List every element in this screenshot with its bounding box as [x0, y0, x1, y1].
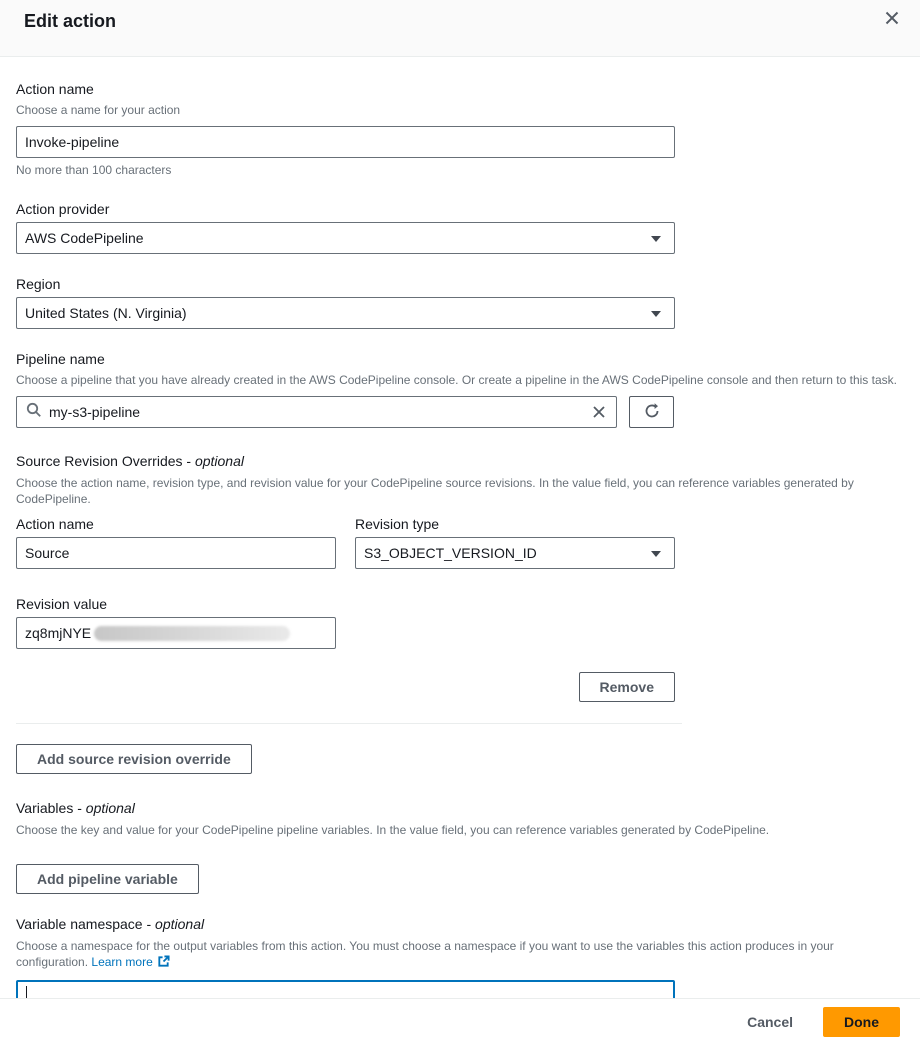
- action-name-label: Action name: [16, 81, 94, 97]
- pipeline-name-label: Pipeline name: [16, 351, 105, 367]
- pipeline-name-description: Choose a pipeline that you have already created in the AWS CodePipeline console. Or create a pipeline in the AWS CodePipeline console and then return to this task.: [16, 373, 897, 387]
- close-button[interactable]: [882, 8, 902, 28]
- dialog-content: [0, 57, 920, 998]
- variables-section: [16, 799, 904, 894]
- action-name-description: Choose a name for your action: [16, 103, 181, 117]
- action-name-field: [16, 80, 904, 178]
- section-divider: [16, 723, 682, 724]
- text-cursor: [26, 986, 27, 998]
- pipeline-search-box: [16, 396, 617, 428]
- add-pipeline-variable-button[interactable]: Add pipeline variable: [16, 864, 199, 894]
- chevron-down-icon: [650, 230, 662, 246]
- revision-type-select[interactable]: [355, 537, 675, 569]
- pipeline-search-input[interactable]: [49, 404, 585, 420]
- variables-heading: Variables - optional: [16, 800, 135, 816]
- variable-namespace-section: [16, 915, 904, 998]
- variables-description: Choose the key and value for your CodePipeline pipeline variables. In the value field, you can reference variables generated by CodePipeline.: [16, 823, 770, 837]
- override-action-name-label: Action name: [16, 516, 94, 532]
- clear-search-button[interactable]: [592, 405, 606, 419]
- external-link-icon: [157, 957, 170, 971]
- clear-icon: [592, 407, 606, 422]
- source-revision-overrides-section: [16, 452, 904, 774]
- action-provider-select[interactable]: [16, 222, 675, 254]
- action-provider-field: [16, 200, 904, 254]
- action-provider-label: Action provider: [16, 201, 110, 217]
- chevron-down-icon: [650, 545, 662, 561]
- region-select[interactable]: [16, 297, 675, 329]
- dialog-header: [0, 0, 920, 57]
- source-revision-overrides-description: Choose the action name, revision type, and revision value for your CodePipeline source revisions. In the value field, you can reference variables generated by CodePipeline.: [16, 476, 854, 506]
- revision-value-label: Revision value: [16, 596, 108, 612]
- remove-override-button[interactable]: Remove: [579, 672, 675, 702]
- override-action-name-input[interactable]: [16, 537, 336, 569]
- dialog-footer: [0, 998, 920, 1044]
- region-field: [16, 275, 904, 329]
- source-revision-overrides-heading: Source Revision Overrides - optional: [16, 453, 244, 469]
- revision-value-input[interactable]: [16, 617, 336, 649]
- region-label: Region: [16, 276, 61, 292]
- refresh-icon: [643, 402, 661, 423]
- revision-value-text: zq8mjNYE: [25, 625, 92, 641]
- revision-value-field: [16, 595, 904, 649]
- close-icon: [884, 14, 900, 29]
- page-title: Edit action: [24, 11, 117, 31]
- refresh-button[interactable]: [629, 396, 674, 428]
- redacted-value: [94, 626, 290, 641]
- revision-type-label: Revision type: [355, 516, 440, 532]
- variable-namespace-heading: Variable namespace - optional: [16, 916, 205, 932]
- action-name-constraint: No more than 100 characters: [16, 163, 172, 177]
- cancel-button[interactable]: Cancel: [747, 1009, 793, 1035]
- revision-type-value: S3_OBJECT_VERSION_ID: [364, 545, 537, 561]
- variable-namespace-input[interactable]: [16, 980, 675, 998]
- learn-more-link[interactable]: Learn more: [91, 955, 153, 969]
- action-provider-value: AWS CodePipeline: [25, 230, 144, 246]
- add-source-revision-override-button[interactable]: Add source revision override: [16, 744, 252, 774]
- chevron-down-icon: [650, 305, 662, 321]
- region-value: United States (N. Virginia): [25, 305, 187, 321]
- search-icon: [26, 402, 42, 423]
- revision-type-field: [355, 515, 675, 569]
- pipeline-name-field: [16, 350, 904, 428]
- done-button[interactable]: Done: [823, 1007, 900, 1037]
- action-name-input[interactable]: [16, 126, 675, 158]
- variable-namespace-description: Choose a namespace for the output variables from this action. You must choose a namespace if you want to use the variables this action produces in your configuration. Learn more: [16, 939, 834, 969]
- override-action-name-field: [16, 515, 336, 569]
